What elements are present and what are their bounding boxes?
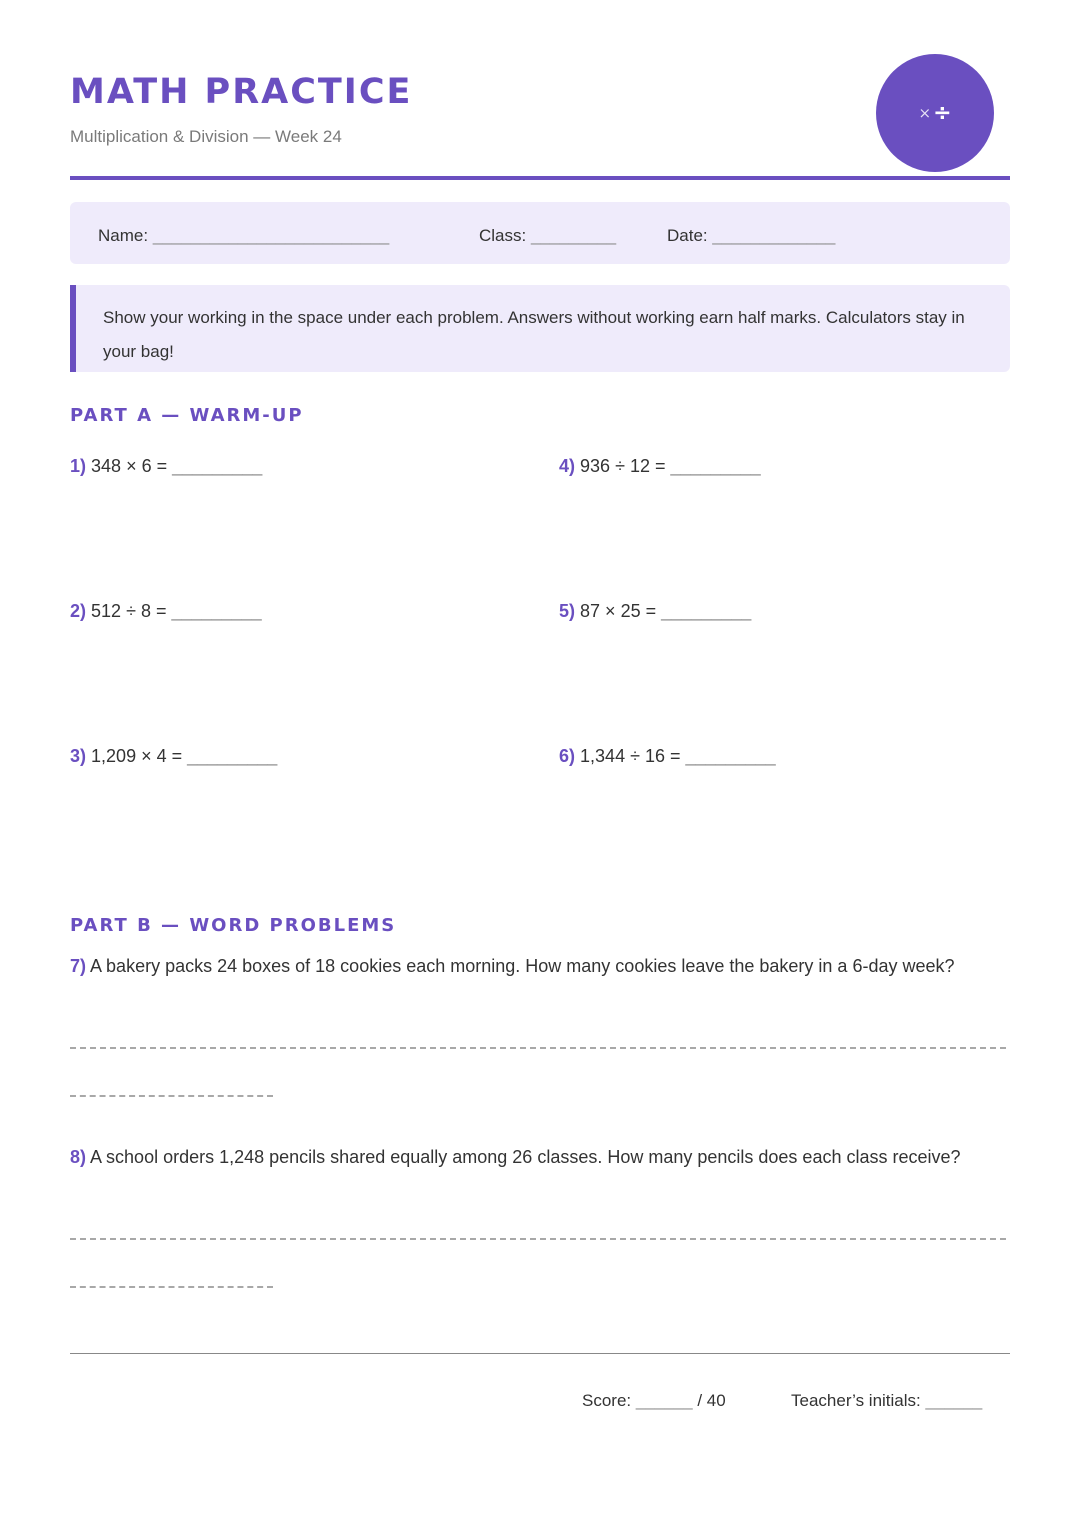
class-field[interactable] xyxy=(479,226,616,246)
instructions-note xyxy=(70,285,1010,372)
problem-number: 5) xyxy=(559,601,576,621)
date-blank[interactable]: _____________ xyxy=(712,226,836,245)
date-field[interactable] xyxy=(667,226,835,246)
problem-number: 2) xyxy=(70,601,87,621)
answer-blank[interactable]: _________ xyxy=(171,601,262,621)
problem-6 xyxy=(559,746,776,767)
problem-5 xyxy=(559,601,751,622)
page-subtitle: Multiplication & Division — Week 24 xyxy=(70,127,342,146)
student-info-panel xyxy=(70,202,1010,264)
problem-number: 8) xyxy=(70,1147,87,1167)
footer-divider xyxy=(70,1353,1010,1354)
instructions-text: Show your working in the space under each problem. Answers without working earn half marks. Calculators stay in your bag! xyxy=(103,308,965,361)
score-field xyxy=(582,1391,726,1411)
initials-blank[interactable]: ______ xyxy=(925,1391,983,1410)
problem-4 xyxy=(559,456,761,477)
problem-expression: 1,209 × 4 = xyxy=(91,746,183,766)
answer-line[interactable] xyxy=(70,1286,273,1288)
problem-number: 6) xyxy=(559,746,576,766)
name-blank[interactable]: _________________________ xyxy=(152,226,390,245)
divide-icon: ÷ xyxy=(933,100,952,126)
problem-number: 3) xyxy=(70,746,87,766)
problem-expression: 512 ÷ 8 = xyxy=(91,601,167,621)
part-a-heading: PART A — WARM-UP xyxy=(70,405,304,426)
answer-blank[interactable]: _________ xyxy=(661,601,752,621)
times-icon: × xyxy=(918,104,932,122)
problem-2 xyxy=(70,601,262,622)
problem-number: 7) xyxy=(70,956,87,976)
answer-blank[interactable]: _________ xyxy=(187,746,278,766)
problem-7 xyxy=(70,949,1000,983)
problem-3 xyxy=(70,746,277,767)
name-label: Name: xyxy=(98,226,149,245)
problem-expression: 1,344 ÷ 16 = xyxy=(580,746,681,766)
math-badge xyxy=(876,54,994,172)
problem-expression: 936 ÷ 12 = xyxy=(580,456,666,476)
score-total: / 40 xyxy=(697,1391,726,1410)
problem-1 xyxy=(70,456,262,477)
score-label: Score: xyxy=(582,1391,632,1410)
date-label: Date: xyxy=(667,226,708,245)
answer-blank[interactable]: _________ xyxy=(172,456,263,476)
initials-label: Teacher’s initials: xyxy=(791,1391,921,1410)
answer-line[interactable] xyxy=(70,1238,1006,1240)
answer-line[interactable] xyxy=(70,1095,273,1097)
class-blank[interactable]: _________ xyxy=(530,226,617,245)
problem-expression: 87 × 25 = xyxy=(580,601,657,621)
problem-8 xyxy=(70,1140,1000,1174)
teacher-initials-field xyxy=(791,1391,982,1411)
problem-expression: 348 × 6 = xyxy=(91,456,168,476)
page-title: MATH PRACTICE xyxy=(70,72,413,112)
answer-blank[interactable]: _________ xyxy=(670,456,761,476)
problem-text: A bakery packs 24 boxes of 18 cookies each morning. How many cookies leave the bakery in a 6-day week? xyxy=(90,956,955,976)
answer-line[interactable] xyxy=(70,1047,1006,1049)
name-field[interactable] xyxy=(98,226,389,246)
header-divider xyxy=(70,176,1010,180)
problem-number: 4) xyxy=(559,456,576,476)
answer-blank[interactable]: _________ xyxy=(685,746,776,766)
class-label: Class: xyxy=(479,226,527,245)
problem-text: A school orders 1,248 pencils shared equally among 26 classes. How many pencils does each class receive? xyxy=(90,1147,961,1167)
problem-number: 1) xyxy=(70,456,87,476)
part-b-heading: PART B — WORD PROBLEMS xyxy=(70,915,397,936)
score-blank[interactable]: ______ xyxy=(635,1391,693,1410)
